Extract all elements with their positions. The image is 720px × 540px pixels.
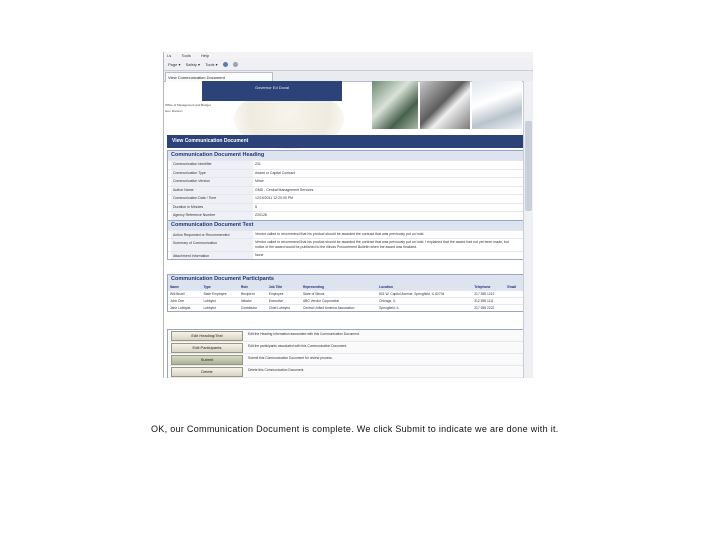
header-banner: Governor Ed Duval bbox=[202, 81, 342, 101]
field-label: Author Name bbox=[171, 187, 253, 195]
action-row bbox=[168, 342, 523, 354]
toolbar-safety[interactable]: Safety ▾ bbox=[185, 62, 201, 67]
text-field-row bbox=[168, 238, 523, 251]
page-title: View Communication Document bbox=[167, 135, 527, 148]
field-label: Communication Identifier bbox=[171, 161, 253, 169]
submit-button[interactable]: Submit bbox=[171, 355, 243, 365]
table-cell: State of Illinois bbox=[301, 291, 377, 298]
table-cell: Contributor bbox=[239, 305, 267, 312]
field-label: Agency Reference Number bbox=[171, 212, 253, 220]
heading-panel bbox=[167, 150, 524, 221]
column-header: Name bbox=[168, 284, 201, 291]
text-panel-title: Communication Document Text bbox=[168, 221, 523, 230]
table-cell: State Employee bbox=[201, 291, 238, 298]
slide-caption: OK, our Communication Document is complete. We click Submit to indicate we are done with it. bbox=[151, 424, 559, 434]
table-cell: 217 555 1212 bbox=[472, 291, 505, 298]
delete-button[interactable]: Delete bbox=[171, 367, 243, 377]
help-icon[interactable] bbox=[223, 62, 228, 67]
column-header: Representing bbox=[301, 284, 377, 291]
table-cell: Jane Lobbyist bbox=[168, 305, 201, 312]
header-photo-pen bbox=[420, 81, 470, 129]
table-cell: Recipient bbox=[239, 291, 267, 298]
menu-bar bbox=[164, 52, 533, 59]
org-subname: Gov. Division bbox=[165, 109, 183, 113]
org-name: Office of Management and Budget bbox=[165, 103, 211, 107]
text-panel bbox=[167, 220, 524, 260]
heading-field-row bbox=[168, 177, 523, 186]
action-row bbox=[168, 330, 523, 342]
table-row bbox=[168, 298, 523, 305]
field-label: Attachment Information bbox=[171, 252, 253, 259]
table-cell: Employee bbox=[267, 291, 301, 298]
heading-field-row bbox=[168, 160, 523, 169]
research-icon[interactable] bbox=[233, 62, 238, 67]
table-row bbox=[168, 305, 523, 312]
table-cell: Chief Lobbyist bbox=[267, 305, 301, 312]
action-row bbox=[168, 354, 523, 366]
table-cell: Lobbyist bbox=[201, 305, 238, 312]
heading-field-row bbox=[168, 211, 523, 220]
field-value: 5 bbox=[255, 204, 257, 209]
table-cell: Central United America Association bbox=[301, 305, 377, 312]
action-description: Submit this Communication Document for review process. bbox=[248, 356, 333, 360]
table-cell: Initiator bbox=[239, 298, 267, 305]
toolbar-page[interactable]: Page ▾ bbox=[168, 62, 181, 67]
actions-panel bbox=[167, 329, 524, 378]
menu-item-help[interactable]: Help bbox=[200, 53, 210, 58]
field-value: Vendor called to recommend that his product should be awarded the contract that was previously put on hold. bbox=[255, 232, 425, 236]
participants-panel bbox=[167, 274, 524, 312]
table-cell: John Doe bbox=[168, 298, 201, 305]
field-label: Communication Date / Time bbox=[171, 195, 253, 203]
column-header: Job Title bbox=[267, 284, 301, 291]
table-cell: 312 555 1111 bbox=[472, 298, 505, 305]
field-value: None bbox=[255, 253, 264, 257]
heading-field-row bbox=[168, 186, 523, 195]
table-cell: ABC Vendor Corporation bbox=[301, 298, 377, 305]
menu-item[interactable]: Ls bbox=[167, 53, 172, 58]
column-header: Type bbox=[201, 284, 238, 291]
field-label: Summary of Communication bbox=[171, 239, 253, 251]
field-label: Communication Version bbox=[171, 178, 253, 186]
text-field-row bbox=[168, 251, 523, 259]
menu-item-tools[interactable]: Tools bbox=[181, 53, 191, 58]
browser-toolbar bbox=[164, 59, 533, 71]
text-field-row bbox=[168, 230, 523, 238]
vertical-scrollbar[interactable] bbox=[523, 81, 533, 378]
field-label: Communication Type bbox=[171, 170, 253, 178]
toolbar-tools[interactable]: Tools ▾ bbox=[205, 62, 218, 67]
participants-panel-title: Communication Document Participants bbox=[168, 275, 523, 284]
column-header: Telephone bbox=[472, 284, 505, 291]
column-header: Email bbox=[505, 284, 523, 291]
table-cell: Lobbyist bbox=[201, 298, 238, 305]
field-label: Duration in Minutes bbox=[171, 204, 253, 212]
edit-participants-button[interactable]: Edit Participants bbox=[171, 343, 243, 353]
action-description: Edit the Heading information associated with this Communication Document. bbox=[248, 332, 360, 336]
table-cell: Chicago, IL bbox=[377, 298, 472, 305]
table-cell: 217 555 2222 bbox=[472, 305, 505, 312]
column-header: Role bbox=[239, 284, 267, 291]
heading-panel-title: Communication Document Heading bbox=[168, 151, 523, 160]
action-description: Delete this Communication Document. bbox=[248, 368, 305, 372]
table-cell: Springfield, IL bbox=[377, 305, 472, 312]
table-cell bbox=[505, 291, 523, 298]
table-cell: 801 W. Capitol Avenue, Springfield, IL 62704 bbox=[377, 291, 472, 298]
heading-field-row bbox=[168, 194, 523, 203]
table-cell: Will Bruell bbox=[168, 291, 201, 298]
field-value: Minor bbox=[255, 179, 264, 183]
field-value: Z20128 bbox=[255, 213, 267, 217]
tab-view-communication-document[interactable]: View Communication Document bbox=[165, 72, 273, 82]
field-value: 231 bbox=[255, 162, 261, 166]
field-value: Award or Capital Contract bbox=[255, 170, 296, 175]
header-photo-papers bbox=[472, 81, 522, 129]
column-header: Location bbox=[377, 284, 472, 291]
heading-field-row bbox=[168, 203, 523, 212]
page-header bbox=[164, 81, 533, 133]
heading-field-row bbox=[168, 169, 523, 178]
scrollbar-thumb[interactable] bbox=[525, 121, 532, 211]
table-cell: Executive bbox=[267, 298, 301, 305]
browser-screenshot bbox=[163, 52, 533, 378]
field-value: Vendor called to recommend that his product should be awarded the contract that was previously put on hold. I explained that the award had not yet been made, but notice of the award would be published to the Illinois Procurement Bulletin when the award was finalized. bbox=[255, 240, 509, 249]
header-photo-capitol bbox=[372, 81, 418, 129]
action-description: Edit the participants associated with this Communication Document. bbox=[248, 344, 348, 348]
participants-table bbox=[168, 284, 523, 311]
table-row bbox=[168, 291, 523, 298]
table-cell bbox=[505, 305, 523, 312]
table-cell bbox=[505, 298, 523, 305]
field-value: GMD - Central Management Services bbox=[255, 187, 314, 192]
field-label: Action Requested or Recommended bbox=[171, 231, 253, 238]
edit-heading-button[interactable]: Edit Heading/Text bbox=[171, 331, 243, 341]
action-row bbox=[168, 366, 523, 378]
field-value: 12/19/2011 12:20:00 PM bbox=[255, 196, 294, 200]
